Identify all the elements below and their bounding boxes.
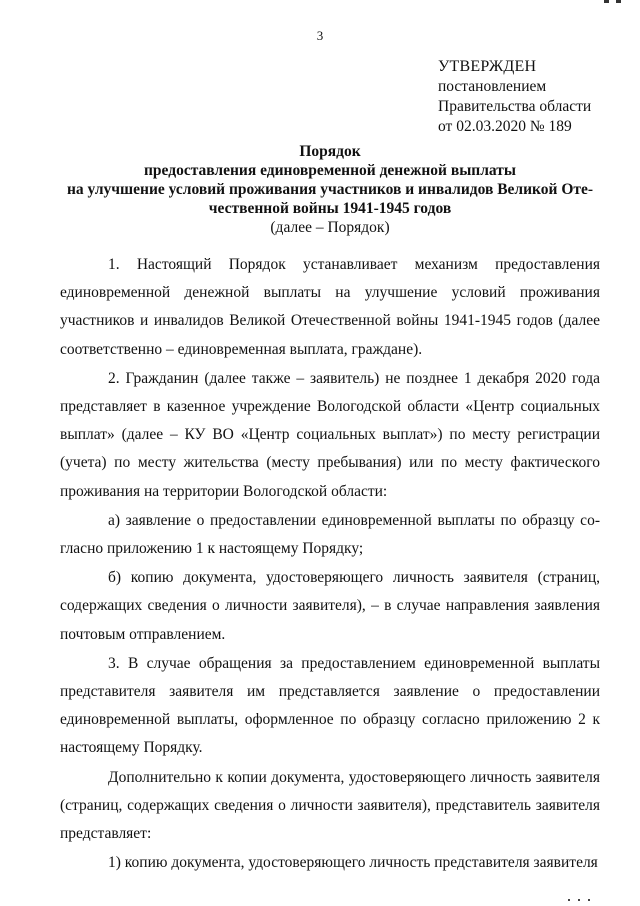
paragraph: Дополнительно к копии документа, удостоверяющего личность заявителя (страниц, содержащих сведения о личности заявителя), представитель заявителя представляет: — [60, 768, 600, 843]
document-body — [60, 251, 600, 878]
approval-stamp-block — [438, 57, 591, 137]
paragraph: б) копию документа, удостоверяющего личность заявителя (страниц, содержащих сведения о личности заявителя), – в случае направления заявления почтовым отправлением. — [60, 569, 600, 643]
paragraph: 2. Гражданин (далее также – заявитель) не позднее 1 декабря 2020 года представляет в казенное учреждение Вологодской области «Центр социальных выплат» (далее – КУ ВО «Центр социальных выплат») по месту регистрации (учета) по месту жительства (месту пребывания) или по месту фактического проживания на территории Вологодской области: — [60, 369, 600, 500]
document-title — [60, 142, 600, 237]
approval-line-3: от 02.03.2020 № 189 — [438, 118, 572, 135]
title-line-1: Порядок — [299, 143, 361, 160]
paragraph: а) заявление о предоставлении единовременной выплаты по образцу согласно приложению 1 к настоящему Порядку; — [60, 511, 600, 558]
page-number: 3 — [316, 28, 324, 43]
paragraph: 3. В случае обращения за предоставлением единовременной выплаты представителя заявителя им представляется заявление о предоставлении единовременной выплаты, оформленное по образцу согласно приложению 2 к настоящему Порядку. — [60, 654, 600, 757]
title-line-4: чественной войны 1941-1945 годов — [208, 200, 452, 217]
title-line-2: предоставления единовременной денежной выплаты — [144, 162, 516, 179]
approval-title: УТВЕРЖДЕН — [438, 58, 537, 75]
title-line-5: (далее – Порядок) — [270, 219, 390, 236]
scan-artifact-dots — [568, 888, 598, 906]
paragraph: 1. Настоящий Порядок устанавливает механизм предоставления единовременной денежной выплаты на улучшение условий проживания участников и инвалидов Великой Отечественной войны 1941-1945 годов (далее соответственно – единовременная выплата, граждане). — [60, 256, 600, 358]
paragraph: 1) копию документа, удостоверяющего личность представителя заявителя — [108, 854, 598, 872]
approval-line-1: постановлением — [438, 78, 547, 95]
title-line-3: на улучшение условий проживания участников и инвалидов Великой Оте- — [66, 181, 594, 198]
approval-line-2: Правительства области — [438, 98, 592, 115]
scan-corner-mark — [604, 0, 628, 4]
